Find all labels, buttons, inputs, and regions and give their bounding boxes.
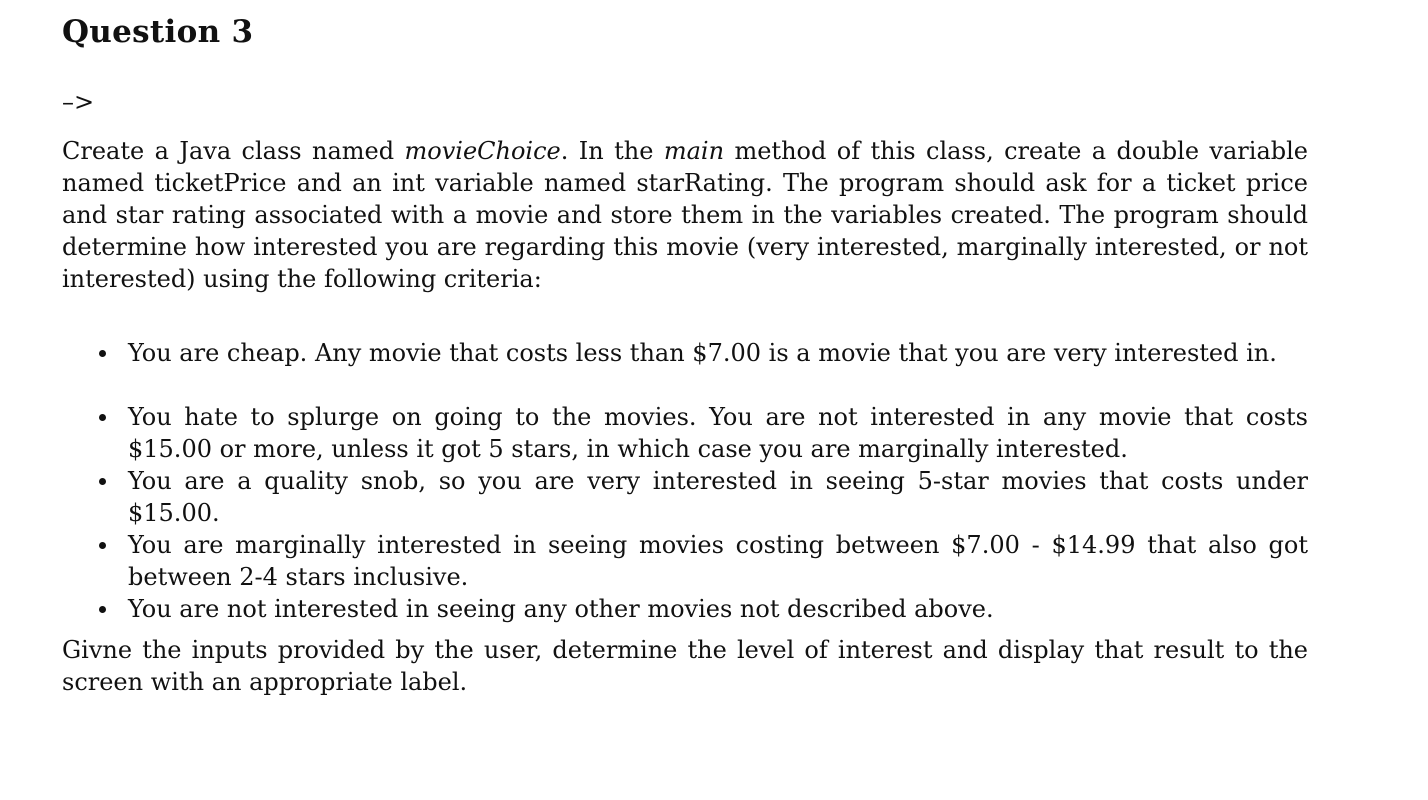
intro-text-part1: Create a Java class named xyxy=(62,137,405,165)
class-name-text: movieChoice xyxy=(404,137,561,165)
bullet-icon xyxy=(99,478,106,485)
closing-paragraph: Givne the inputs provided by the user, determine the level of interest and display that result to the screen with an appropriate label. xyxy=(62,636,1308,696)
criteria-item xyxy=(62,401,1308,465)
answer-arrow: –> xyxy=(62,88,95,116)
criteria-text: You are cheap. Any movie that costs less than $7.00 is a movie that you are very interested in. xyxy=(128,339,1277,367)
criteria-item xyxy=(62,529,1308,593)
question-title: Question 3 xyxy=(62,14,254,50)
intro-text-part2: . In the xyxy=(560,137,664,165)
bullet-icon xyxy=(99,606,106,613)
intro-paragraph xyxy=(62,135,1308,295)
criteria-text: You are not interested in seeing any other movies not described above. xyxy=(128,595,994,623)
bullet-icon xyxy=(99,542,106,549)
criteria-text: You are a quality snob, so you are very interested in seeing 5-star movies that costs under $15.00. xyxy=(128,467,1308,527)
criteria-item xyxy=(62,337,1308,369)
criteria-list-first xyxy=(62,337,1308,369)
intro-text-part3: method of this class, create a double variable named ticketPrice and an int variable named starRating. The program should ask for a ticket price and star rating associated with a movie and store them in the variables created. The program should determine how interested you are regarding this movie (very interested, marginally interested, or not interested) using the following criteria: xyxy=(62,137,1308,293)
criteria-item xyxy=(62,593,1308,625)
criteria-list-rest xyxy=(62,401,1308,625)
method-name-text: main xyxy=(663,137,725,165)
criteria-item xyxy=(62,465,1308,529)
criteria-text: You hate to splurge on going to the movies. You are not interested in any movie that costs $15.00 or more, unless it got 5 stars, in which case you are marginally interested. xyxy=(128,403,1308,463)
bullet-icon xyxy=(99,350,106,357)
criteria-text: You are marginally interested in seeing movies costing between $7.00 - $14.99 that also got between 2-4 stars inclusive. xyxy=(128,531,1308,591)
bullet-icon xyxy=(99,414,106,421)
